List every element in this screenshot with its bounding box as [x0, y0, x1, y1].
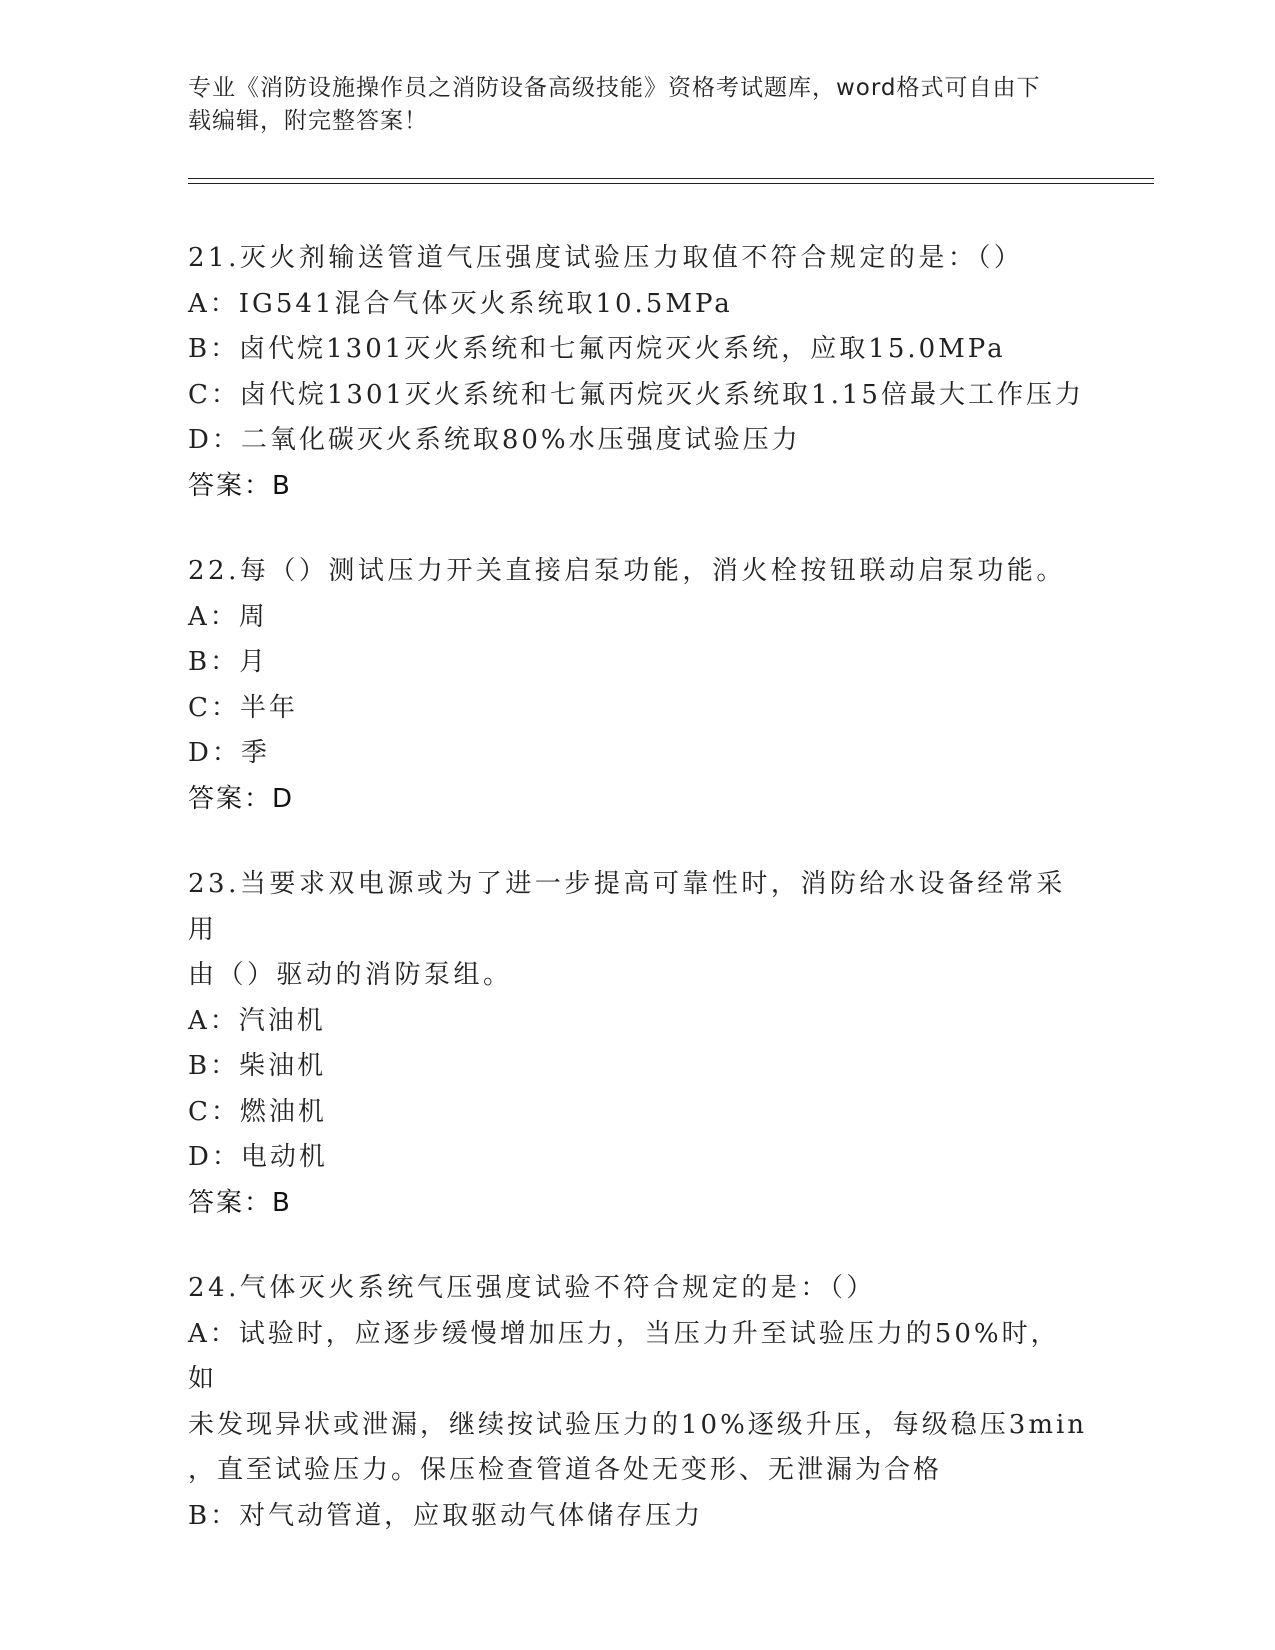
answer-line: 答案：B	[188, 1187, 292, 1218]
option-d: D：二氧化碳灭火系统取80%水压强度试验压力	[188, 425, 801, 455]
option-c: C：半年	[188, 692, 298, 723]
question-24	[188, 1266, 1088, 1539]
question-21	[188, 236, 1088, 509]
option-c: C：卤代烷1301灭火系统和七氟丙烷灭火系统取1.15倍最大工作压力	[188, 379, 1084, 410]
option-a: A：IG541混合气体灭火系统取10.5MPa	[188, 288, 733, 319]
answer-line: 答案：B	[188, 470, 292, 501]
question-stem: 21.灭火剂输送管道气压强度试验压力取值不符合规定的是：（）	[188, 243, 1024, 273]
option-b: B：对气动管道，应取驱动气体储存压力	[188, 1500, 704, 1531]
option-a-continued: ，直至试验压力。保压检查管道各处无变形、无泄漏为合格	[188, 1455, 943, 1485]
question-stem: 22.每（）测试压力开关直接启泵功能，消火栓按钮联动启泵功能。	[188, 556, 1066, 586]
option-b: B：月	[188, 647, 269, 677]
option-a-continued: 未发现异状或泄漏，继续按试验压力的10%逐级升压，每级稳压3min	[188, 1409, 1088, 1440]
answer-line: 答案：D	[188, 783, 295, 814]
question-22	[188, 549, 1088, 822]
option-b: B：柴油机	[188, 1051, 327, 1081]
header-divider-top	[188, 178, 1154, 179]
header-line-2: 载编辑，附完整答案！	[188, 108, 428, 134]
option-a: A：周	[188, 601, 268, 632]
option-a: A：汽油机	[188, 1005, 326, 1036]
question-list	[188, 236, 1088, 1579]
header-divider-bottom	[188, 183, 1154, 184]
option-a: A：试验时，应逐步缓慢增加压力，当压力升至试验压力的50%时，如	[188, 1318, 1060, 1394]
option-c: C：燃油机	[188, 1096, 327, 1127]
question-stem-continued: 由（）驱动的消防泵组。	[188, 960, 513, 990]
option-d: D：电动机	[188, 1142, 328, 1172]
option-d: D：季	[188, 738, 270, 768]
header-line-1: 专业《消防设施操作员之消防设备高级技能》资格考试题库，word格式可自由下	[188, 75, 1041, 101]
question-stem: 23.当要求双电源或为了进一步提高可靠性时，消防给水设备经常采用	[188, 869, 1066, 945]
option-b: B：卤代烷1301灭火系统和七氟丙烷灭火系统，应取15.0MPa	[188, 334, 1006, 364]
question-stem: 24.气体灭火系统气压强度试验不符合规定的是：（）	[188, 1273, 876, 1303]
document-header	[188, 72, 1088, 138]
question-23	[188, 862, 1088, 1226]
